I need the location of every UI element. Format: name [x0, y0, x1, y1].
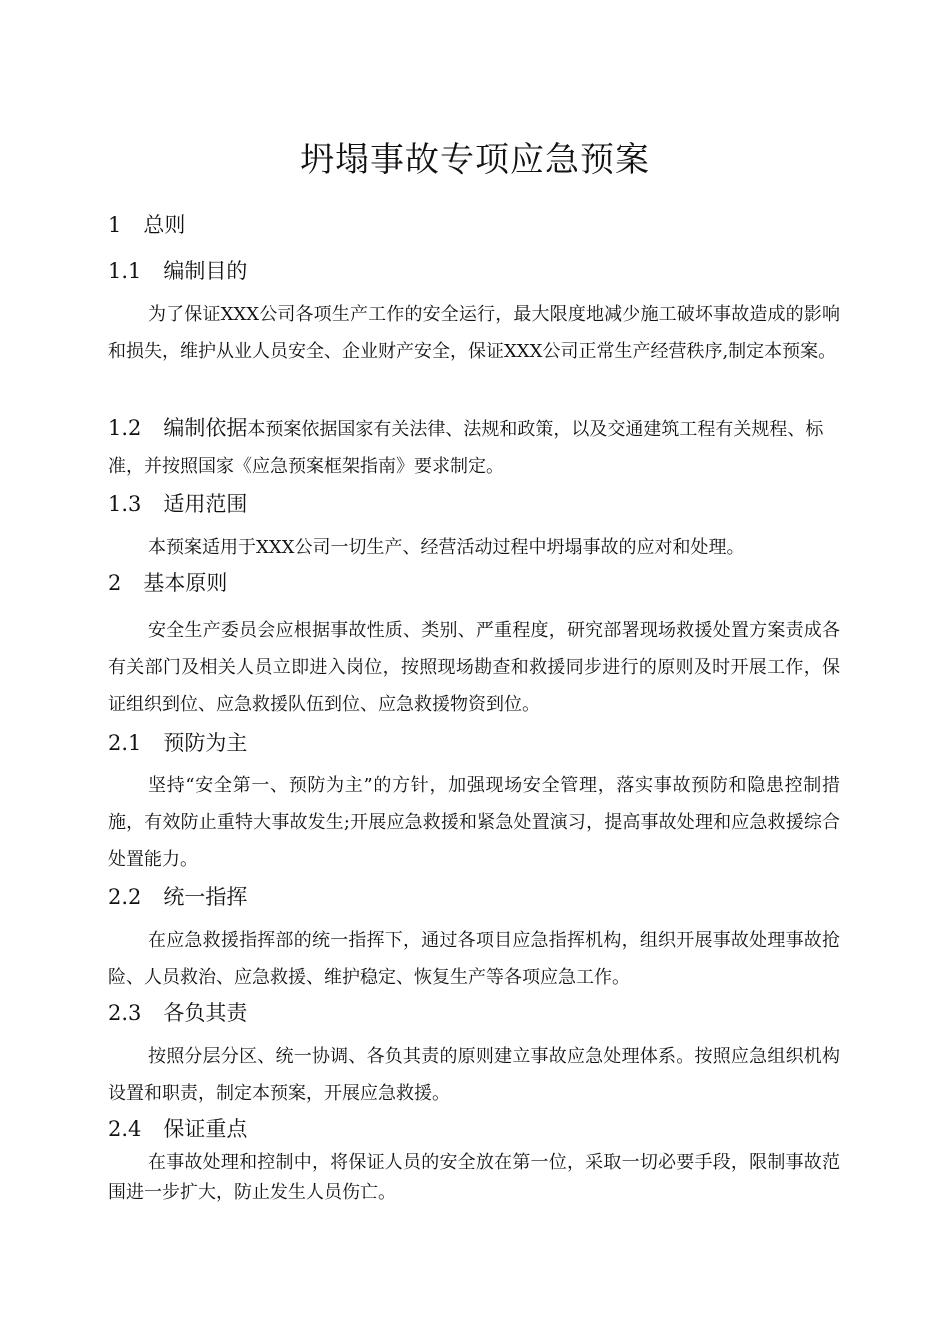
section-title: 统一指挥	[163, 885, 248, 909]
section-number: 1.1	[108, 259, 142, 283]
section-number: 2.1	[108, 731, 142, 755]
section-title: 保证重点	[163, 1117, 248, 1141]
section-2-2-heading	[108, 882, 247, 912]
section-number: 2.4	[108, 1117, 142, 1141]
section-body: 本预案依据国家有关法律、法规和政策，以及交通建筑工程有关规程、标准，并按照国家《应急预案框架指南》要求制定。	[108, 419, 824, 477]
section-title: 适用范围	[163, 492, 248, 516]
section-1-3-paragraph: 本预案适用于XXX公司一切生产、经营活动过程中坍塌事故的应对和处理。	[148, 537, 745, 558]
section-number: 2.2	[108, 885, 142, 909]
section-2-3-heading	[108, 998, 247, 1028]
section-1-3-heading	[108, 489, 247, 519]
section-title: 编制依据	[163, 416, 248, 440]
section-2-heading	[108, 568, 227, 598]
section-2-1-paragraph: 坚持“安全第一、预防为主”的方针，加强现场安全管理，落实事故预防和隐患控制措施，有效防止重特大事故发生;开展应急救援和紧急处置演习，提高事故处理和应急救援综合处置能力。	[108, 775, 840, 870]
section-number: 1.3	[108, 492, 142, 516]
section-2-paragraph: 安全生产委员会应根据事故性质、类别、严重程度，研究部署现场救援处置方案责成各有关部门及相关人员立即进入岗位，按照现场勘查和救援同步进行的原则及时开展工作，保证组织到位、应急救援队伍到位、应急救援物资到位。	[108, 620, 840, 715]
section-2-3-paragraph: 按照分层分区、统一协调、各负其责的原则建立事故应急处理体系。按照应急组织机构设置和职责，制定本预案，开展应急救援。	[108, 1046, 840, 1104]
section-title: 编制目的	[163, 259, 248, 283]
section-number: 2	[108, 571, 122, 595]
section-title: 基本原则	[143, 571, 228, 595]
section-title: 总则	[143, 213, 186, 237]
section-2-4-heading	[108, 1114, 247, 1144]
section-number: 2.3	[108, 1001, 142, 1025]
section-2-4-paragraph: 在事故处理和控制中，将保证人员的安全放在第一位，采取一切必要手段，限制事故范围进一步扩大，防止发生人员伤亡。	[108, 1152, 840, 1203]
section-1-1-heading	[108, 256, 247, 286]
section-1-1-paragraph: 为了保证XXX公司各项生产工作的安全运行，最大限度地减少施工破坏事故造成的影响和损失，维护从业人员安全、企业财产安全，保证XXX公司正常生产经营秩序,制定本预案。	[108, 304, 840, 362]
section-title: 预防为主	[163, 731, 248, 755]
section-2-1-heading	[108, 728, 247, 758]
section-1-2-paragraph	[108, 410, 840, 485]
document-title: 坍塌事故专项应急预案	[300, 140, 650, 180]
section-number: 1.2	[108, 416, 142, 440]
section-2-2-paragraph: 在应急救援指挥部的统一指挥下，通过各项目应急指挥机构，组织开展事故处理事故抢险、人员救治、应急救援、维护稳定、恢复生产等各项应急工作。	[108, 930, 840, 988]
section-number: 1	[108, 213, 122, 237]
section-title: 各负其责	[163, 1001, 248, 1025]
section-1-heading	[108, 210, 185, 240]
